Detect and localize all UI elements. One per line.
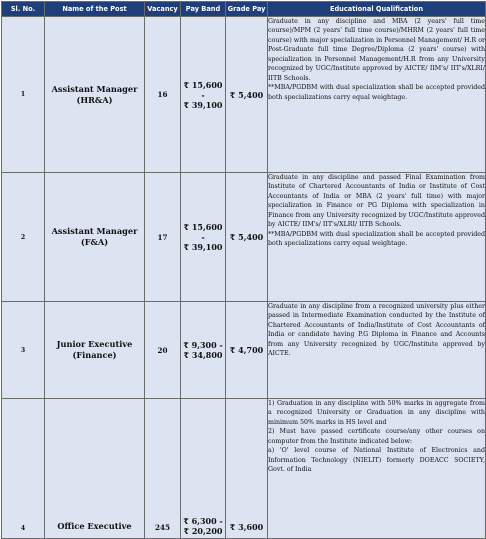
post-name-line: Assistant Manager [51, 83, 138, 94]
post-name-line: (HR&A) [76, 94, 113, 105]
grade-pay-cell: ₹ 4,700 [226, 302, 268, 399]
qualification-paragraph: **MBA/PGDBM with dual specialization shall be accepted provided both specializations carry equal weightage. [268, 84, 485, 101]
qualification-cell [268, 173, 486, 302]
header-post: Name of the Post [45, 2, 145, 17]
pay-band-max: ₹ 20,200 [183, 526, 223, 536]
header-sl-no: Sl. No. [2, 2, 45, 17]
vacancy-cell: 20 [145, 302, 181, 399]
vacancy-cell: 17 [145, 173, 181, 302]
post-name-cell [45, 399, 145, 539]
post-name-cell [45, 173, 145, 302]
post-name-line: (F&A) [80, 237, 109, 247]
pay-band-max: ₹ 34,800 [183, 350, 223, 360]
table-row [2, 399, 486, 539]
grade-pay-cell: ₹ 5,400 [226, 17, 268, 173]
qualification-paragraph: 2) Must have passed certificate course/any other courses on computer from the Institute indicated below: [268, 428, 485, 445]
pay-band-max: ₹ 39,100 [183, 99, 223, 110]
qualification-paragraph: **MBA/PGDBM with dual specialization shall be accepted provided both specializations carry equal weightage. [268, 230, 485, 248]
grade-pay-cell: ₹ 3,600 [226, 399, 268, 539]
qualification-paragraph: Graduate in any discipline and passed Final Examination from Institute of Chartered Accountants of India or Institute of Cost Accountants of India or MBA (2 years' full time) with major specialization in Finance or PG Diploma with specialization in Finance from any University recognized by UGC/Institute approved by AICTE/ IIM's/ IIT's/XLRI/ IITB Schools. [268, 174, 485, 229]
post-name-cell [45, 17, 145, 173]
qualification-cell [268, 399, 486, 539]
pay-band-min: ₹ 6,300 - [183, 516, 223, 526]
pay-band-separator: - [201, 232, 205, 242]
pay-band-min: ₹ 15,600 [183, 79, 223, 90]
pay-band-separator: - [201, 89, 205, 100]
post-name-cell [45, 302, 145, 399]
pay-band-max: ₹ 39,100 [183, 242, 223, 252]
qualification-cell [268, 17, 486, 173]
table-row [2, 302, 486, 399]
qualification-paragraph: Graduate in any discipline and MBA (2 years' full time course)/MPM (2 years' full time course)/MHRM (2 years' full time course) with major specialization in Personnel Management/ H.R or Post-Graduate full time Degree/Diploma (2 years' course) with specialization in Personnel Management/H.R from any University recognized by UGC/Institute approved by AICTE/ IIM's/ IIT's/XLRI/ IITB Schools. [268, 18, 485, 82]
table-row [2, 173, 486, 302]
post-name-line: Assistant Manager [51, 226, 138, 236]
vacancy-cell: 245 [145, 399, 181, 539]
table-row [2, 17, 486, 173]
pay-band-cell [181, 302, 226, 399]
sl-no-cell: 3 [2, 302, 45, 399]
header-qualification: Educational Qualification [268, 2, 486, 17]
post-name-line: Junior Executive [56, 339, 133, 349]
sl-no-cell: 2 [2, 173, 45, 302]
qualification-cell [268, 302, 486, 399]
header-vacancy: Vacancy [145, 2, 181, 17]
header-pay-band: Pay Band [181, 2, 226, 17]
qualification-paragraph: 1) Graduation in any discipline with 50% marks in aggregate from a recognized University or Graduation in any discipline with minimum 50% marks in HS level and [268, 400, 485, 426]
pay-band-cell [181, 173, 226, 302]
sl-no-cell: 1 [2, 17, 45, 173]
header-row [2, 2, 486, 17]
pay-band-min: ₹ 9,300 - [183, 340, 223, 350]
post-name-line: (Finance) [72, 350, 117, 360]
pay-band-cell [181, 17, 226, 173]
post-name-line: Office Executive [57, 521, 132, 531]
recruitment-table [1, 1, 486, 539]
pay-band-min: ₹ 15,600 [183, 222, 223, 232]
grade-pay-cell: ₹ 5,400 [226, 173, 268, 302]
qualification-paragraph: Graduate in any discipline from a recognized university plus either passed in Intermediate Examination conducted by the Institute of Chartered Accountants of India/Institute of Cost Accountants of India or candidate having P.G Diploma in Finance and Accounts from any University recognized by UGC/Institute approved by AICTE. [268, 303, 485, 358]
sl-no-cell: 4 [2, 399, 45, 539]
qualification-paragraph: a) 'O' level course of National Institute of Electronics and Information Technology (NIELIT) formerly DOEACC SOCIETY, Govt. of India [268, 447, 485, 474]
vacancy-cell: 16 [145, 17, 181, 173]
header-grade-pay: Grade Pay [226, 2, 268, 17]
pay-band-cell [181, 399, 226, 539]
